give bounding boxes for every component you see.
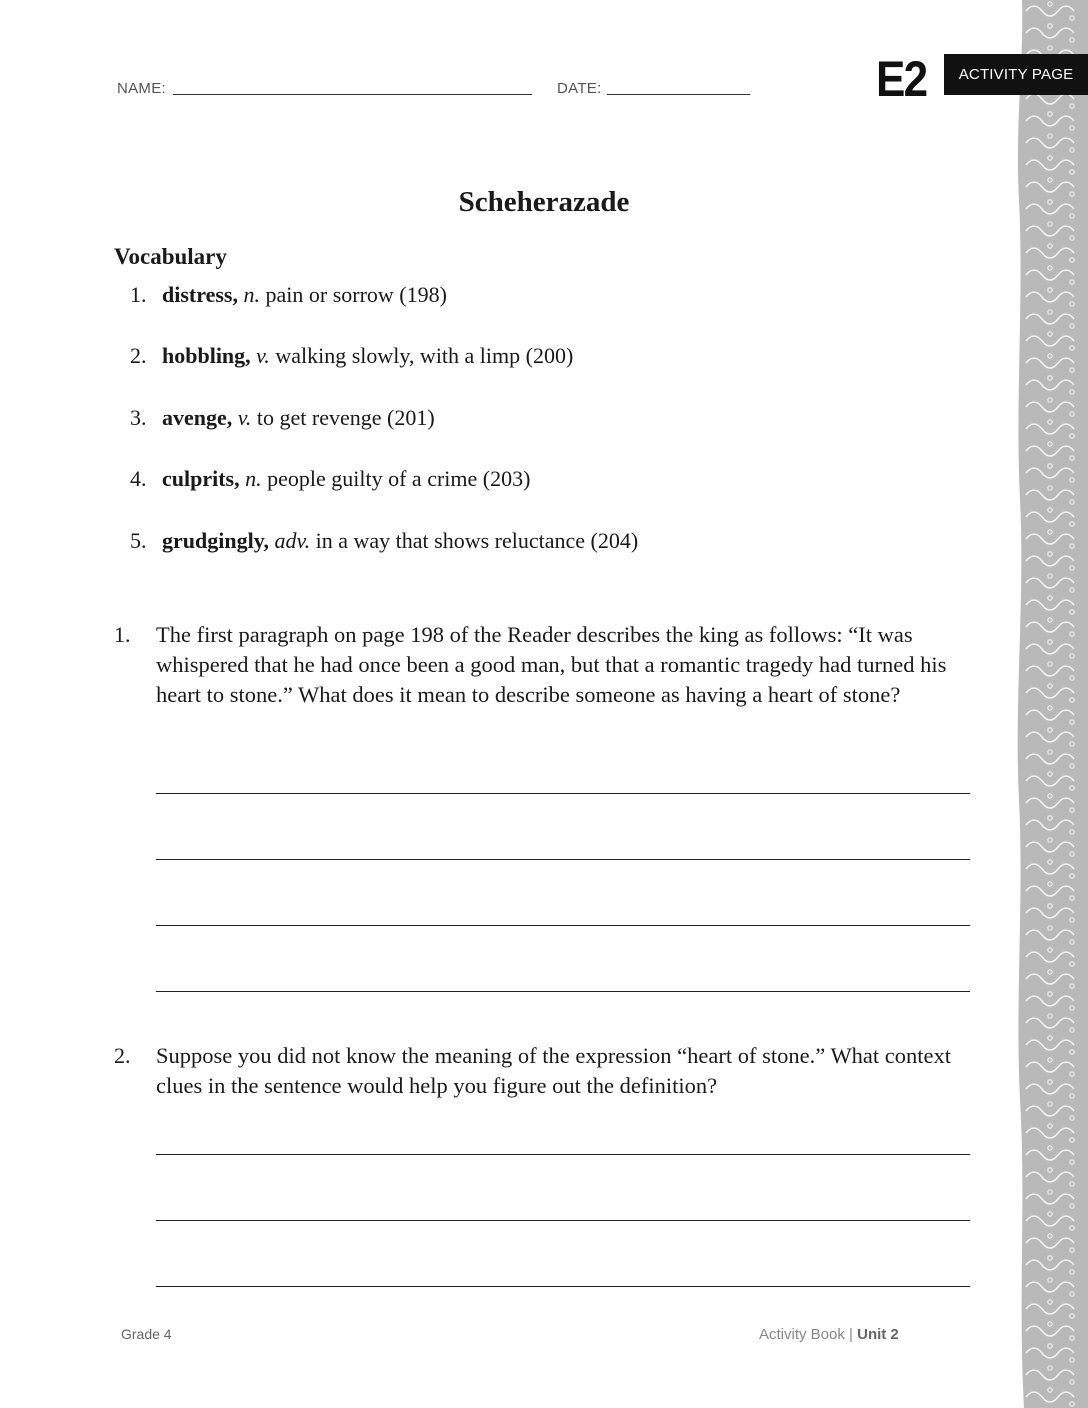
vocab-word: grudgingly, [162, 528, 269, 553]
answer-line[interactable] [156, 793, 970, 794]
vocab-pos: v. [237, 405, 252, 430]
vocab-number: 5. [130, 528, 147, 553]
footer-grade: Grade 4 [121, 1326, 172, 1342]
vocab-entry [162, 466, 530, 492]
footer-book-unit [759, 1326, 899, 1343]
vocab-pos: v. [256, 343, 270, 368]
vocab-entry [162, 343, 573, 369]
name-field[interactable] [173, 94, 532, 95]
activity-code: E2 [876, 51, 927, 107]
question-number: 2. [114, 1043, 131, 1068]
footer-book: Activity Book [759, 1326, 845, 1343]
name-label: NAME: [117, 80, 167, 97]
vocab-definition: walking slowly, with a limp (200) [275, 343, 574, 368]
question-text: Suppose you did not know the meaning of the expression “heart of stone.” What context clues in the sentence would help you figure out the definition? [156, 1043, 952, 1098]
vocab-definition: people guilty of a crime (203) [267, 466, 531, 491]
vocab-entry [162, 528, 638, 554]
vocab-pos: adv. [274, 528, 311, 553]
activity-page-badge: ACTIVITY PAGE [944, 54, 1088, 95]
date-field[interactable] [607, 94, 750, 95]
date-label: DATE: [557, 80, 602, 97]
vocab-word: culprits, [162, 466, 240, 491]
answer-line[interactable] [156, 925, 970, 926]
vocab-number: 1. [130, 282, 147, 307]
page-title: Scheherazade [458, 186, 630, 218]
question-text: The first paragraph on page 198 of the Reader describes the king as follows: “It was whispered that he had once been a good man, but that a romantic tragedy had turned his heart to stone.” What does it mean to describe someone as having a heart of stone? [156, 622, 947, 707]
answer-line[interactable] [156, 1220, 970, 1221]
vocab-number: 2. [130, 343, 147, 368]
answer-line[interactable] [156, 1286, 970, 1287]
vocab-number: 4. [130, 466, 147, 491]
footer-separator: | [844, 1326, 858, 1343]
vocab-word: distress, [162, 282, 238, 307]
answer-line[interactable] [156, 1154, 970, 1155]
footer-unit: Unit 2 [857, 1326, 899, 1343]
vocab-pos: n. [245, 466, 262, 491]
vocab-definition: to get revenge (201) [256, 405, 435, 430]
vocab-entry [162, 282, 447, 308]
answer-line[interactable] [156, 991, 970, 992]
vocab-word: hobbling, [162, 343, 251, 368]
vocab-entry [162, 405, 435, 431]
vocab-definition: in a way that shows reluctance (204) [315, 528, 639, 553]
vocabulary-heading: Vocabulary [114, 244, 227, 269]
vocab-definition: pain or sorrow (198) [265, 282, 447, 307]
vocab-pos: n. [243, 282, 260, 307]
question-number: 1. [114, 622, 131, 647]
vocab-number: 3. [130, 405, 147, 430]
answer-line[interactable] [156, 859, 970, 860]
vocab-word: avenge, [162, 405, 233, 430]
